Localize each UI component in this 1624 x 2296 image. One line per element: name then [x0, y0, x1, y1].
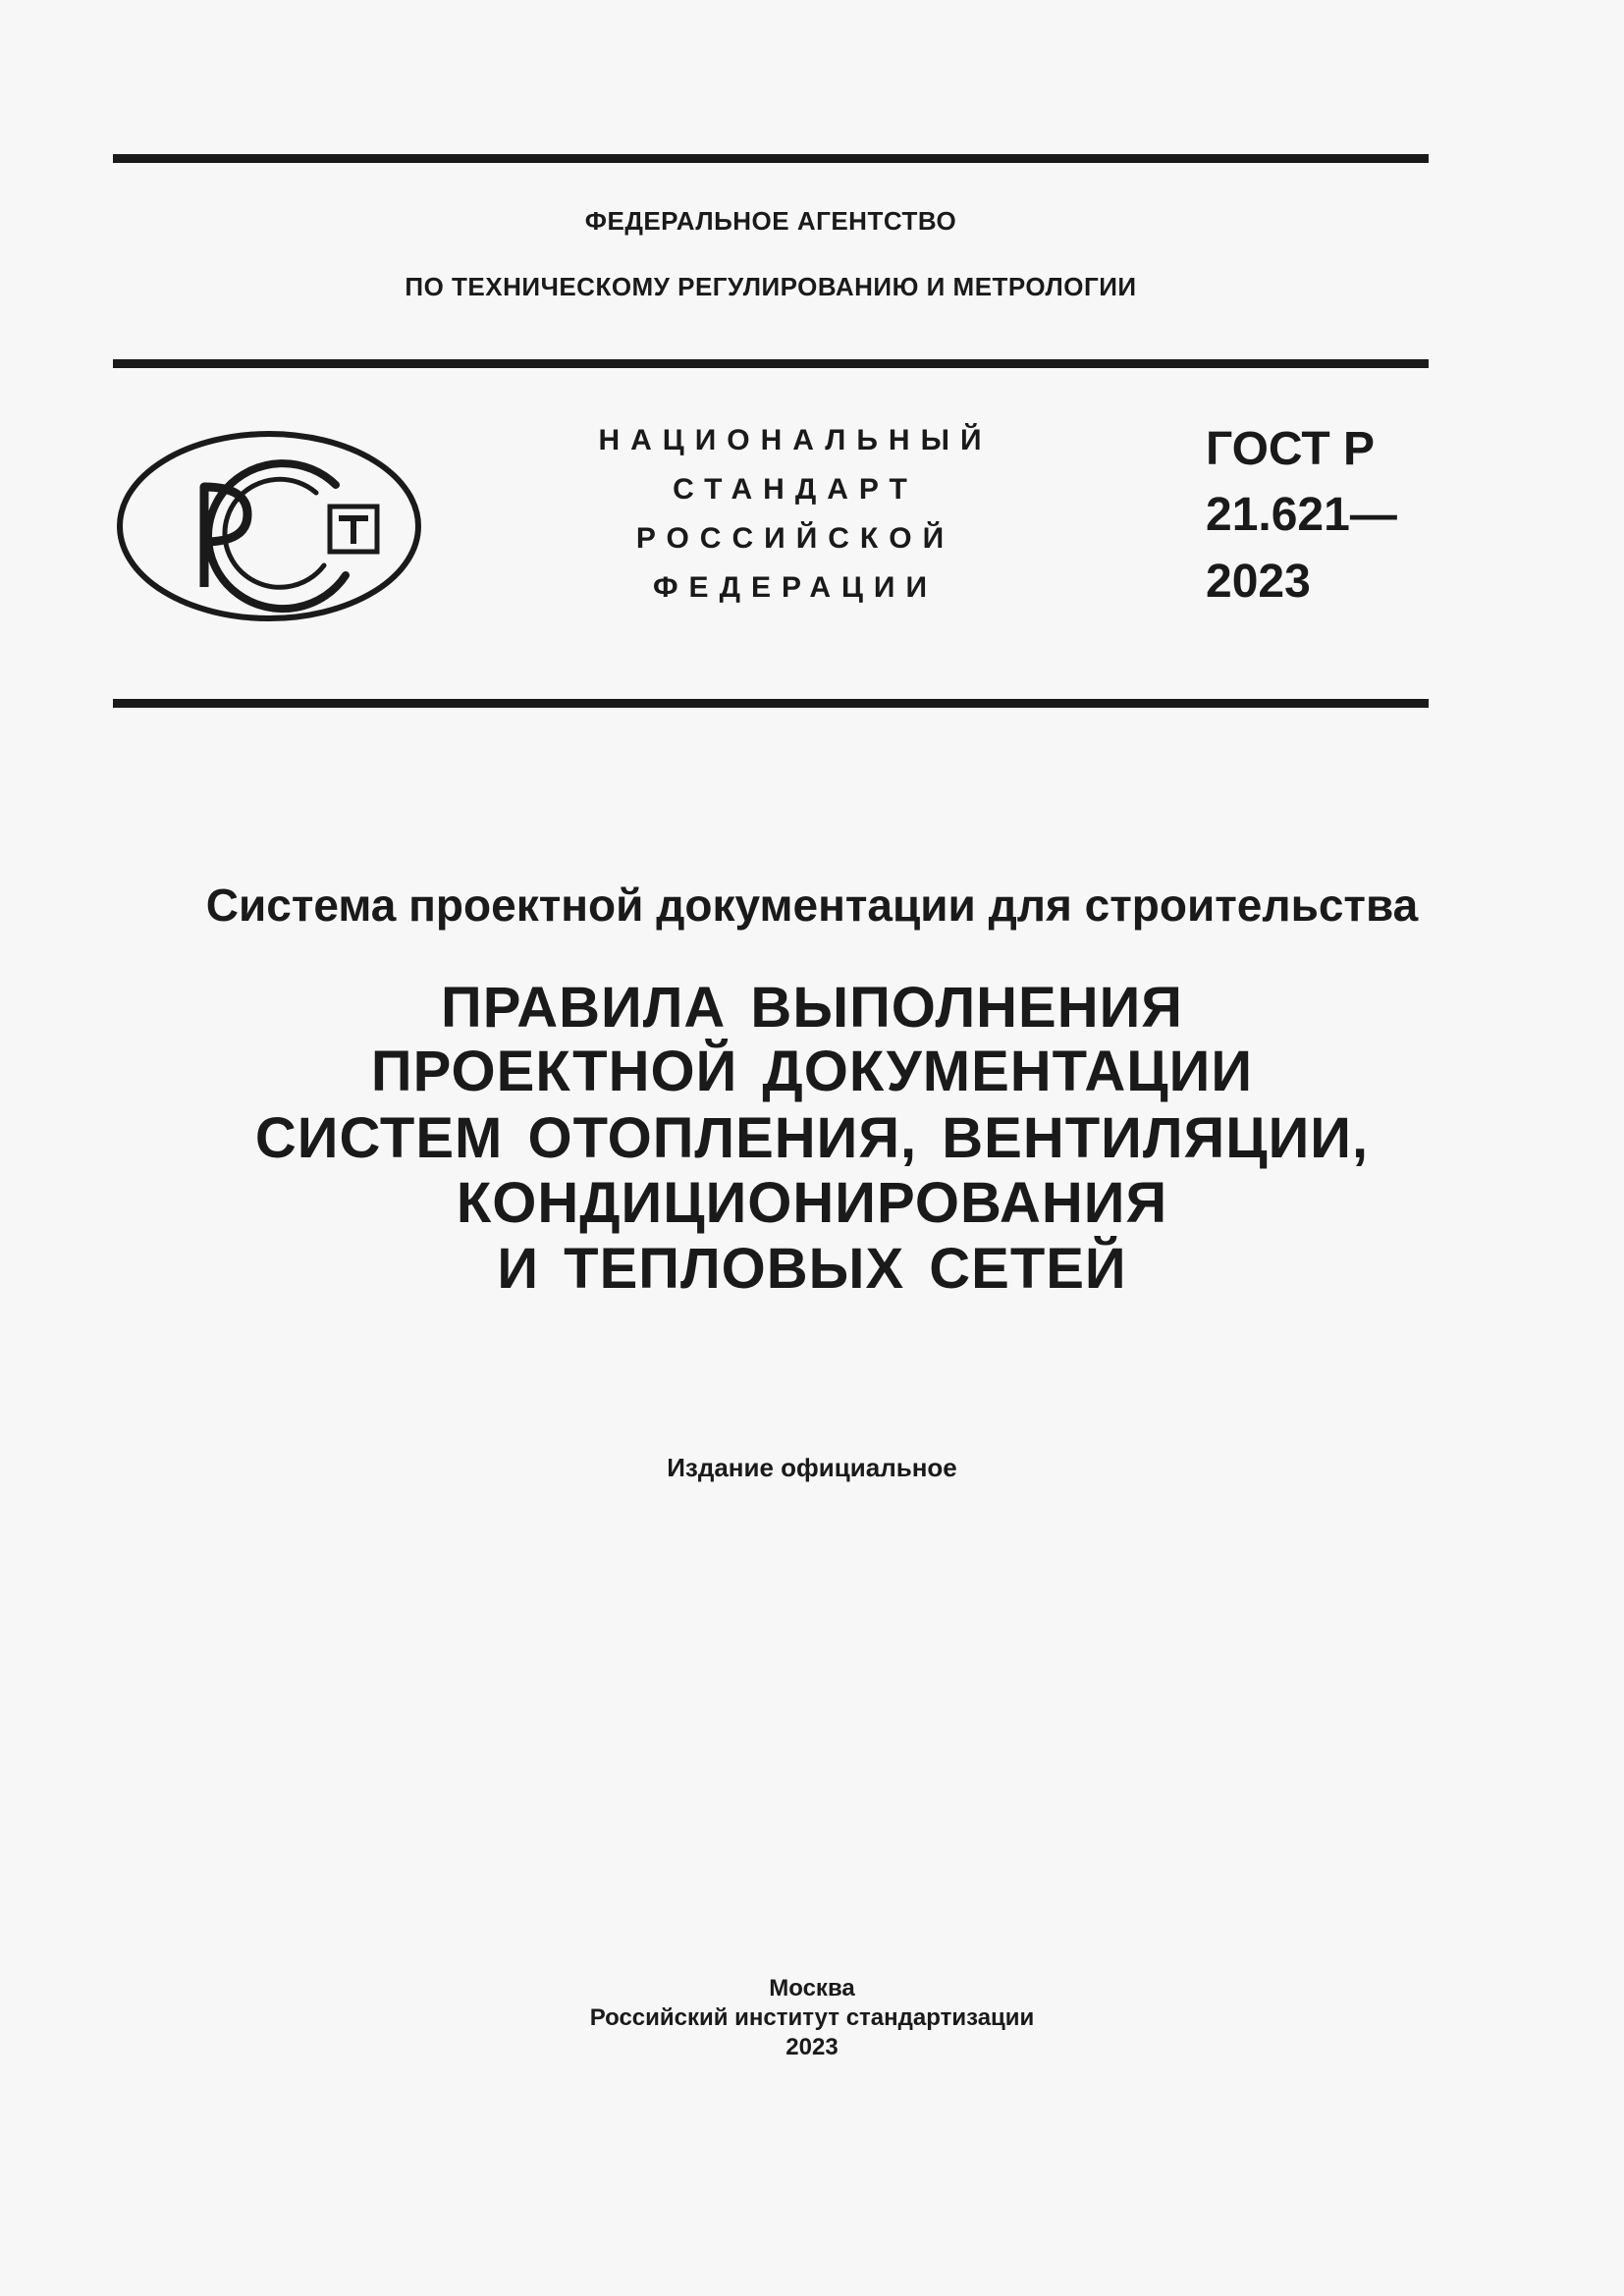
rst-gost-logo-icon: [114, 428, 424, 624]
series-title: Система проектной документации для строительства: [205, 880, 1419, 931]
imprint-year: 2023: [785, 2034, 839, 2060]
edition-note: Издание официальное: [667, 1453, 957, 1482]
top-rule: [113, 154, 1429, 163]
national-line-3: РОССИЙСКОЙ: [635, 522, 955, 555]
national-line-2: СТАНДАРТ: [673, 473, 918, 506]
title-line-3: СИСТЕМ ОТОПЛЕНИЯ, ВЕНТИЛЯЦИИ,: [254, 1106, 1370, 1170]
agency-line-2: ПО ТЕХНИЧЕСКОМУ РЕГУЛИРОВАНИЮ И МЕТРОЛОГИИ: [405, 272, 1137, 301]
designation-line-3: 2023: [1206, 556, 1311, 608]
masthead-rule: [113, 699, 1429, 708]
title-line-1: ПРАВИЛА ВЫПОЛНЕНИЯ: [441, 976, 1183, 1040]
designation-line-2: 21.621—: [1206, 489, 1397, 541]
imprint-city: Москва: [769, 1975, 855, 2002]
designation-line-1: ГОСТ Р: [1206, 423, 1376, 475]
header-rule: [113, 359, 1429, 368]
agency-line-1: ФЕДЕРАЛЬНОЕ АГЕНТСТВО: [584, 206, 957, 236]
title-line-5: И ТЕПЛОВЫХ СЕТЕЙ: [497, 1237, 1127, 1301]
title-line-2: ПРОЕКТНОЙ ДОКУМЕНТАЦИИ: [370, 1040, 1254, 1103]
national-line-1: НАЦИОНАЛЬНЫЙ: [598, 424, 993, 456]
title-line-4: КОНДИЦИОНИРОВАНИЯ: [456, 1171, 1168, 1235]
imprint-publisher: Российский институт стандартизации: [589, 2004, 1035, 2031]
national-line-4: ФЕДЕРАЦИИ: [652, 571, 939, 604]
